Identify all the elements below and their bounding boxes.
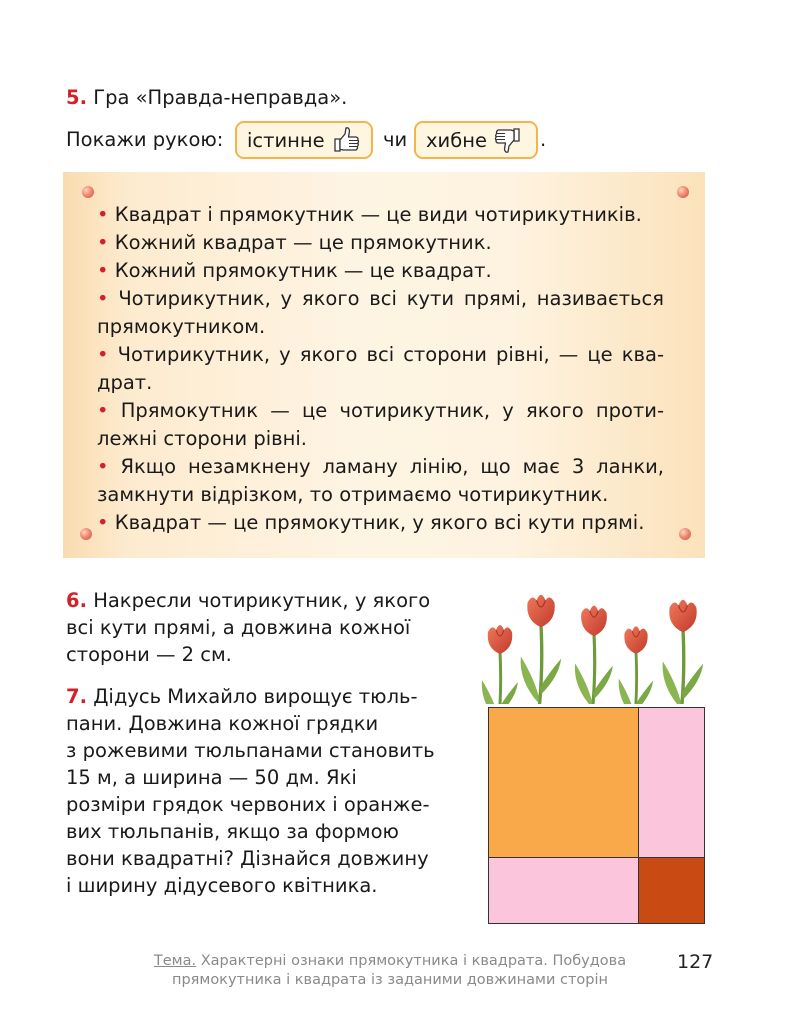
orange-bed xyxy=(489,708,639,858)
red-bed xyxy=(639,858,705,924)
false-answer-card xyxy=(414,121,538,159)
statement-8: • Квадрат — це прямокутник, у якого всі кути прямі. xyxy=(97,511,645,534)
statement-1: • Квадрат і прямокутник — це види чотирикутників. xyxy=(97,203,642,226)
statement-6-cont: лежні сторони рівні. xyxy=(97,427,307,450)
task5-number: 5. xyxy=(66,86,87,109)
thumbs-up-icon xyxy=(331,125,361,155)
pin-icon xyxy=(679,528,691,540)
task7-number: 7. xyxy=(66,685,87,708)
task7-line-3: з рожевими тюльпанами становить xyxy=(66,739,435,762)
statement-7: • Якщо незамкнену ламану лінію, що має 3 ланки, xyxy=(97,455,664,478)
thumbs-down-icon xyxy=(493,125,523,155)
task7-line-1: 7. Дідусь Михайло вирощує тюль- xyxy=(66,685,418,708)
task7-line-5: розміри грядок червоних і оранже- xyxy=(66,793,430,816)
period: . xyxy=(540,128,547,151)
statement-6: • Прямокутник — це чотирикутник, у якого проти- xyxy=(97,399,664,422)
task7-line-6: вих тюльпанів, якщо за формою xyxy=(66,820,399,843)
flowerbed-diagram xyxy=(488,707,705,924)
task6-line-1: 6. Накресли чотирикутник, у якого xyxy=(66,589,431,612)
task6-number: 6. xyxy=(66,589,87,612)
pink-bed-vertical xyxy=(639,708,705,858)
topic-label: Тема. xyxy=(153,953,197,969)
tulips-illustration xyxy=(478,592,718,704)
statement-4-cont: прямокутником. xyxy=(97,315,266,338)
task6-line-2: всі кути прямі, а довжина кожної xyxy=(66,616,411,639)
task7-line-4: 15 м, а ширина — 50 дм. Які xyxy=(66,766,357,789)
topic-footer: Тема. Характерні ознаки прямокутника і квадрата. Побудова прямокутника і квадрата із заданими довжинами сторін xyxy=(153,953,627,988)
statement-5: • Чотирикутник, у якого всі сторони рівні, — це ква- xyxy=(97,343,664,366)
task5-heading xyxy=(66,84,347,112)
or-text: чи xyxy=(383,128,408,151)
task7-line-2: пани. Довжина кожної грядки xyxy=(66,712,379,735)
pin-icon xyxy=(82,186,94,198)
statement-7-cont: замкнути відрізком, то отримаємо чотирикутник. xyxy=(97,483,609,506)
statement-3: • Кожний прямокутник — це квадрат. xyxy=(97,259,492,282)
statement-2: • Кожний квадрат — це прямокутник. xyxy=(97,231,492,254)
false-label: хибне xyxy=(426,128,487,152)
pin-icon xyxy=(677,186,689,198)
pin-icon xyxy=(80,528,92,540)
task5-show-text: Покажи рукою: xyxy=(66,128,224,151)
task7-line-7: вони квадратні? Дізнайся довжину xyxy=(66,847,429,870)
pink-bed-horizontal xyxy=(489,858,639,924)
page-number: 127 xyxy=(677,951,714,973)
task5-title: Гра «Правда-неправда». xyxy=(93,86,348,109)
true-answer-card xyxy=(235,121,373,159)
statement-4: • Чотирикутник, у якого всі кути прямі, називається xyxy=(97,287,664,310)
true-label: істинне xyxy=(247,128,325,152)
task7-line-8: і ширину дідусевого квітника. xyxy=(66,874,378,897)
task6-line-3: сторони — 2 см. xyxy=(66,643,232,666)
statement-5-cont: драт. xyxy=(97,371,153,394)
